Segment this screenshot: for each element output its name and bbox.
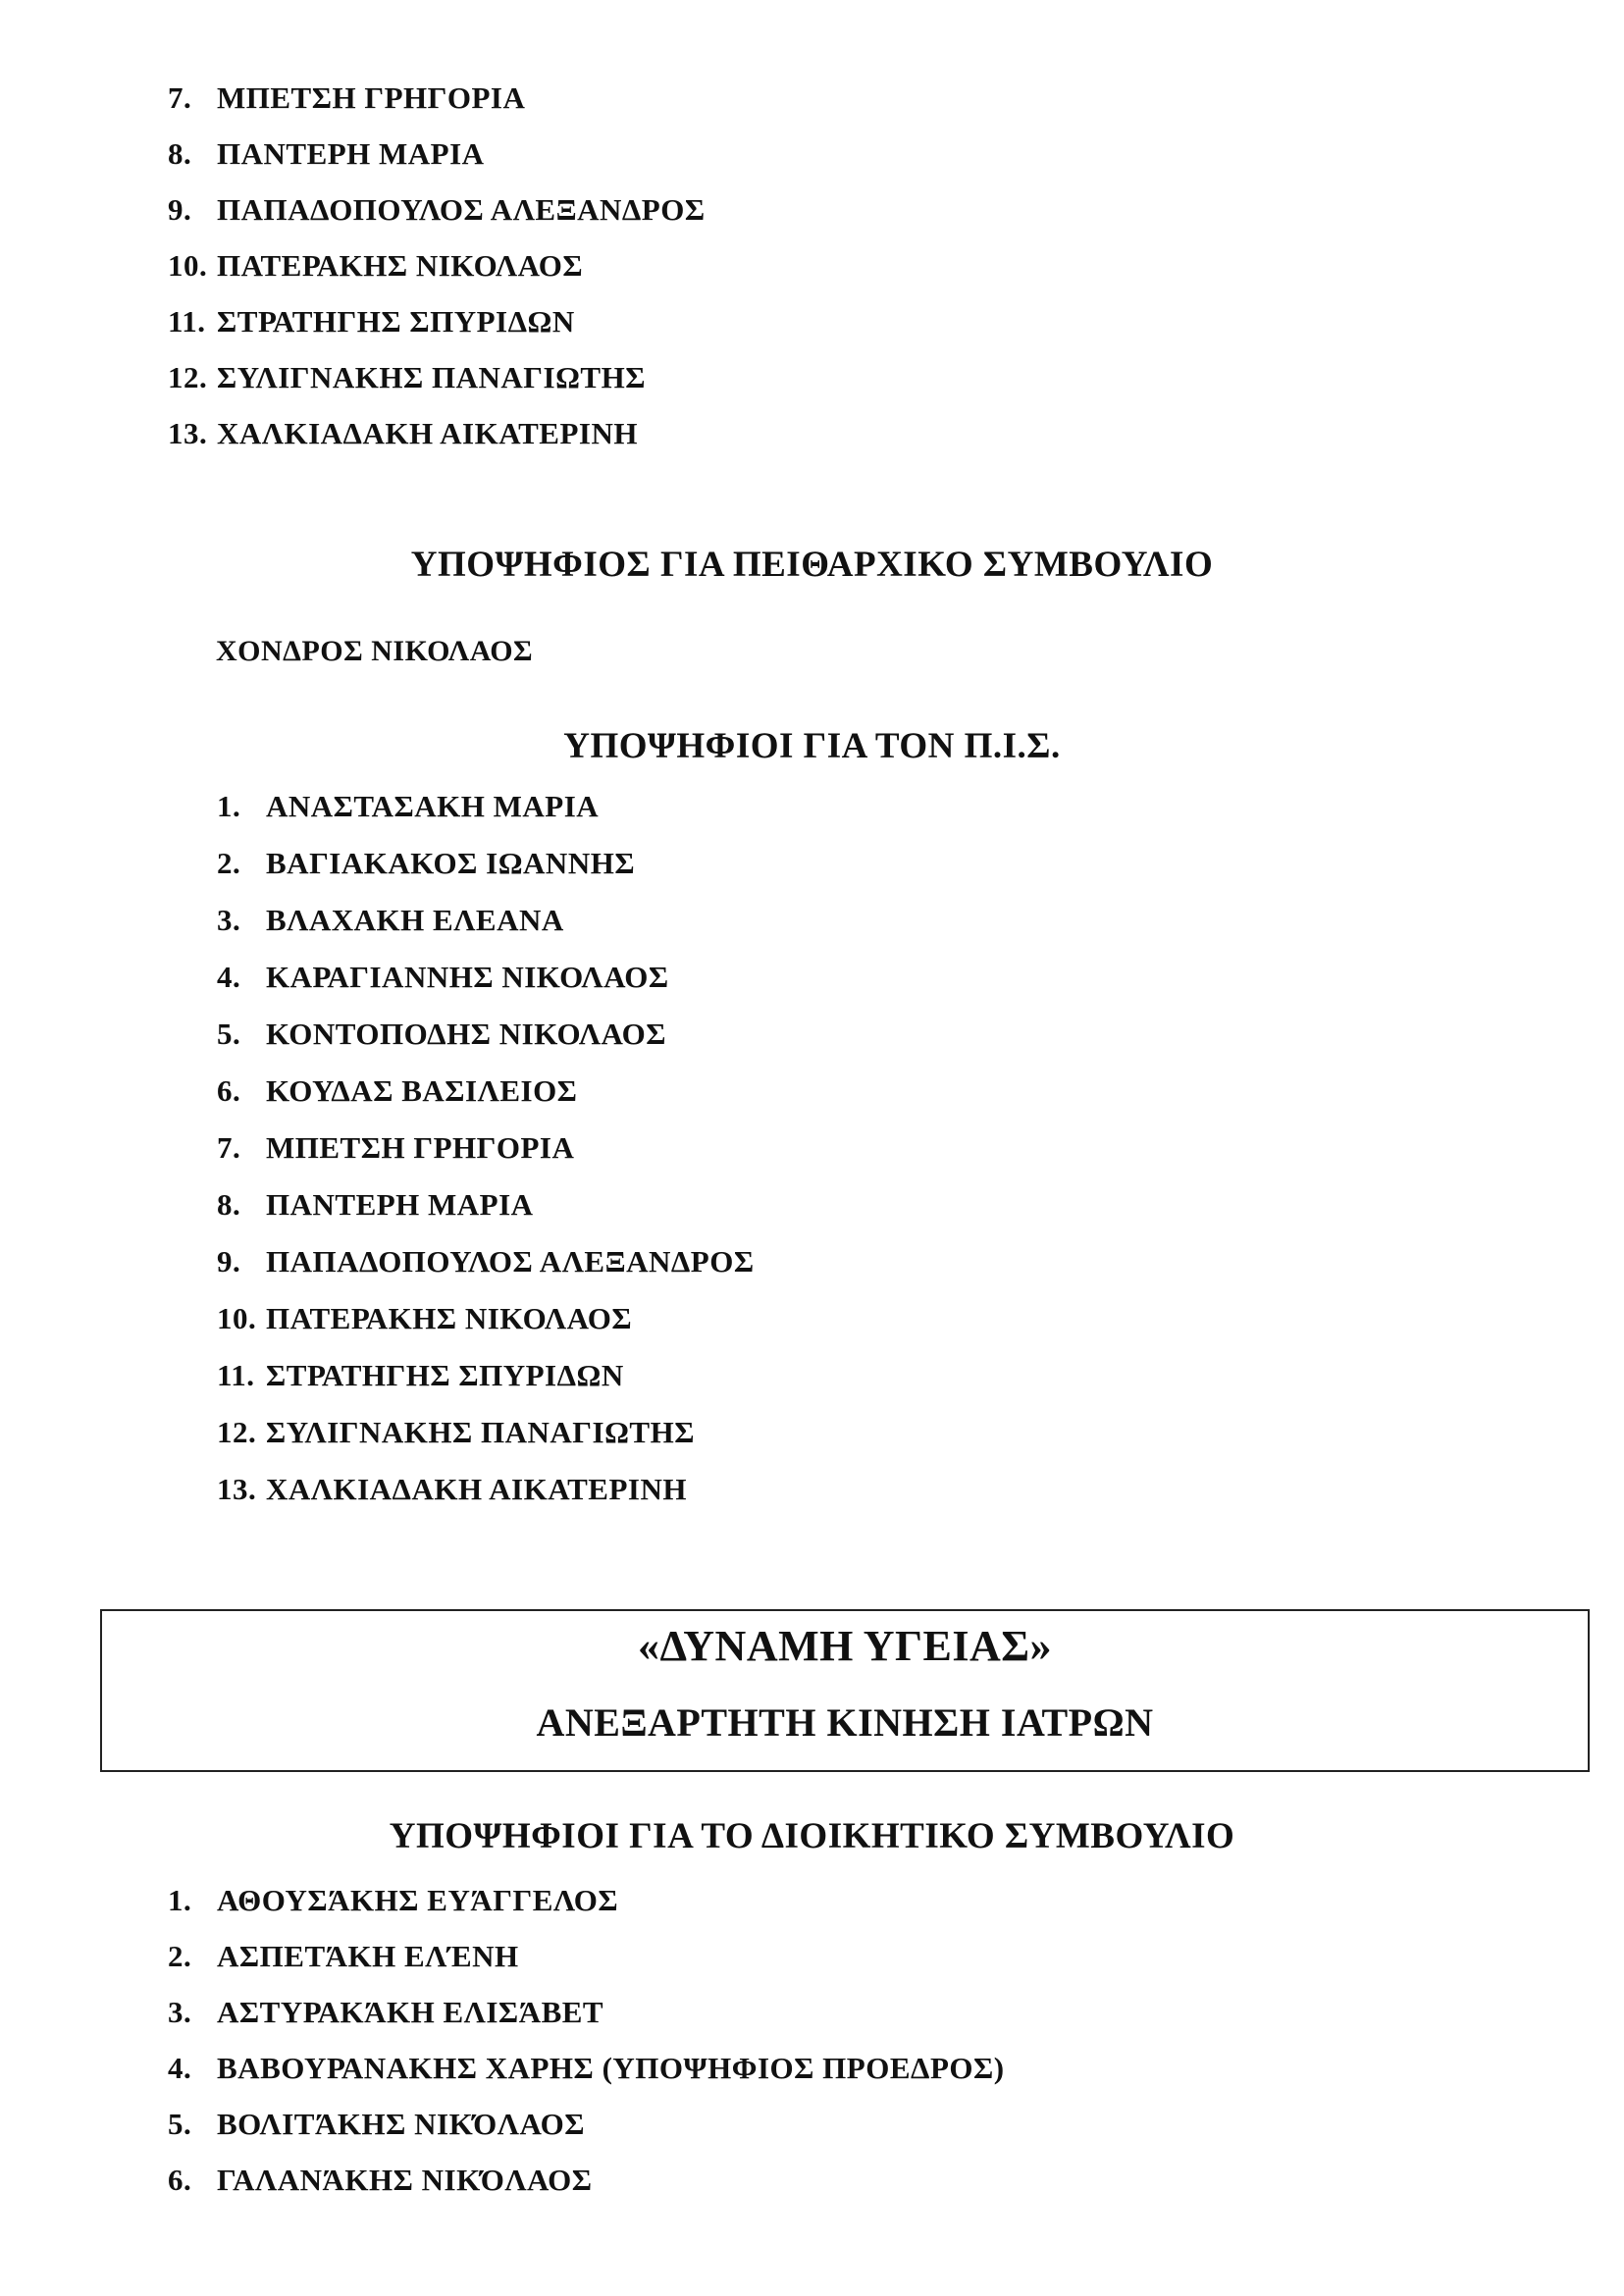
item-number: 10. <box>217 1301 257 1335</box>
list-item <box>168 362 646 392</box>
item-number: 12. <box>217 1415 257 1449</box>
list-item <box>168 138 485 169</box>
candidate-name: ΜΠΕΤΣΗ ΓΡΗΓΟΡΙΑ <box>266 1130 575 1165</box>
candidate-name: ΚΟΝΤΟΠΟΔΗΣ ΝΙΚΟΛΑΟΣ <box>266 1017 667 1051</box>
item-number: 3. <box>217 903 241 937</box>
candidate-name: ΚΑΡΑΓΙΑΝΝΗΣ ΝΙΚΟΛΑΟΣ <box>266 960 669 994</box>
list-item <box>217 962 669 992</box>
list-item <box>217 791 599 821</box>
list-item <box>168 2165 593 2195</box>
list-item <box>217 1303 632 1333</box>
list-item <box>217 1360 624 1390</box>
list-item <box>168 250 583 281</box>
list-item <box>168 82 525 113</box>
item-number: 2. <box>168 1939 192 1973</box>
disciplinary-candidate: ΧΟΝΔΡΟΣ ΝΙΚΟΛΑΟΣ <box>216 635 534 667</box>
candidate-name: ΧΑΛΚΙΑΔΑΚΗ ΑΙΚΑΤΕΡΙΝΗ <box>217 416 638 450</box>
candidate-name: ΣΤΡΑΤΗΓΗΣ ΣΠΥΡΙΔΩΝ <box>217 304 575 339</box>
item-number: 13. <box>217 1472 257 1506</box>
list-item <box>168 418 638 448</box>
board-heading: ΥΠΟΨΗΦΙΟΙ ΓΙΑ ΤΟ ΔΙΟΙΚΗΤΙΚΟ ΣΥΜΒΟΥΛΙΟ <box>389 1816 1235 1856</box>
list-item <box>217 1417 695 1447</box>
item-number: 7. <box>217 1130 241 1165</box>
item-number: 11. <box>168 304 206 339</box>
candidate-name: ΧΑΛΚΙΑΔΑΚΗ ΑΙΚΑΤΕΡΙΝΗ <box>266 1472 687 1506</box>
candidate-name: ΠΑΠΑΔΟΠΟΥΛΟΣ ΑΛΕΞΑΝΔΡΟΣ <box>217 192 706 227</box>
list-item <box>168 2109 585 2139</box>
list-item <box>217 848 635 878</box>
candidate-name: ΠΑΤΕΡΑΚΗΣ ΝΙΚΟΛΑΟΣ <box>266 1301 633 1335</box>
list-item <box>168 1885 618 1915</box>
item-number: 11. <box>217 1358 255 1392</box>
list-item <box>217 1132 574 1163</box>
list-item <box>217 1246 755 1277</box>
party-name: «ΔΥΝΑΜΗ ΥΓΕΙΑΣ» <box>638 1622 1052 1670</box>
item-number: 6. <box>168 2163 192 2197</box>
item-number: 13. <box>168 416 208 450</box>
item-number: 9. <box>168 192 192 227</box>
item-number: 8. <box>168 136 192 171</box>
candidate-name: ΣΥΛΙΓΝΑΚΗΣ ΠΑΝΑΓΙΩΤΗΣ <box>266 1415 695 1449</box>
candidate-name: ΒΑΒΟΥΡΑΝΑΚΗΣ ΧΑΡΗΣ (ΥΠΟΨΗΦΙΟΣ ΠΡΟΕΔΡΟΣ) <box>217 2051 1005 2085</box>
item-number: 12. <box>168 360 208 394</box>
candidate-name: ΣΤΡΑΤΗΓΗΣ ΣΠΥΡΙΔΩΝ <box>266 1358 624 1392</box>
item-number: 6. <box>217 1073 241 1108</box>
item-number: 8. <box>217 1187 241 1222</box>
list-item <box>217 1018 666 1049</box>
list-item <box>217 1075 577 1106</box>
list-item <box>217 1189 534 1220</box>
party-subtitle: ΑΝΕΞΑΡΤΗΤΗ ΚΙΝΗΣΗ ΙΑΤΡΩΝ <box>536 1700 1154 1745</box>
candidate-name: ΚΟΥΔΑΣ ΒΑΣΙΛΕΙΟΣ <box>266 1073 578 1108</box>
candidate-name: ΠΑΠΑΔΟΠΟΥΛΟΣ ΑΛΕΞΑΝΔΡΟΣ <box>266 1244 755 1278</box>
candidate-name: ΒΑΓΙΑΚΑΚΟΣ ΙΩΑΝΝΗΣ <box>266 846 636 880</box>
item-number: 4. <box>217 960 241 994</box>
item-number: 9. <box>217 1244 241 1278</box>
item-number: 7. <box>168 80 192 115</box>
candidate-name: ΠΑΝΤΕΡΗ ΜΑΡΙΑ <box>217 136 485 171</box>
candidate-name: ΑΣΤΥΡΑΚΆΚΗ ΕΛΙΣΆΒΕΤ <box>217 1995 604 2029</box>
disciplinary-heading: ΥΠΟΨΗΦΙΟΣ ΓΙΑ ΠΕΙΘΑΡΧΙΚΟ ΣΥΜΒΟΥΛΙΟ <box>410 545 1214 585</box>
candidate-name: ΒΟΛΙΤΆΚΗΣ ΝΙΚΌΛΑΟΣ <box>217 2107 585 2141</box>
list-item <box>168 1997 603 2027</box>
candidate-name: ΑΣΠΕΤΆΚΗ ΕΛΈΝΗ <box>217 1939 519 1973</box>
candidate-name: ΜΠΕΤΣΗ ΓΡΗΓΟΡΙΑ <box>217 80 526 115</box>
candidate-name: ΒΛΑΧΑΚΗ ΕΛΕΑΝΑ <box>266 903 564 937</box>
item-number: 1. <box>168 1883 192 1917</box>
candidate-name: ΠΑΝΤΕΡΗ ΜΑΡΙΑ <box>266 1187 534 1222</box>
list-item <box>168 306 575 337</box>
item-number: 5. <box>168 2107 192 2141</box>
candidate-name: ΠΑΤΕΡΑΚΗΣ ΝΙΚΟΛΑΟΣ <box>217 248 584 283</box>
item-number: 10. <box>168 248 208 283</box>
item-number: 1. <box>217 789 241 823</box>
list-item <box>168 1941 519 1971</box>
list-item <box>217 1474 687 1504</box>
item-number: 4. <box>168 2051 192 2085</box>
list-item <box>168 2053 1005 2083</box>
candidate-name: ΓΑΛΑΝΆΚΗΣ ΝΙΚΌΛΑΟΣ <box>217 2163 593 2197</box>
candidate-name: ΣΥΛΙΓΝΑΚΗΣ ΠΑΝΑΓΙΩΤΗΣ <box>217 360 646 394</box>
item-number: 3. <box>168 1995 192 2029</box>
candidate-name: ΑΝΑΣΤΑΣΑΚΗ ΜΑΡΙΑ <box>266 789 600 823</box>
item-number: 5. <box>217 1017 241 1051</box>
item-number: 2. <box>217 846 241 880</box>
pis-heading: ΥΠΟΨΗΦΙΟΙ ΓΙΑ ΤΟΝ Π.Ι.Σ. <box>563 726 1061 766</box>
list-item <box>168 194 706 225</box>
party-title-box <box>100 1609 1590 1772</box>
candidate-name: ΑΘΟΥΣΆΚΗΣ ΕΥΆΓΓΕΛΟΣ <box>217 1883 619 1917</box>
list-item <box>217 905 564 935</box>
